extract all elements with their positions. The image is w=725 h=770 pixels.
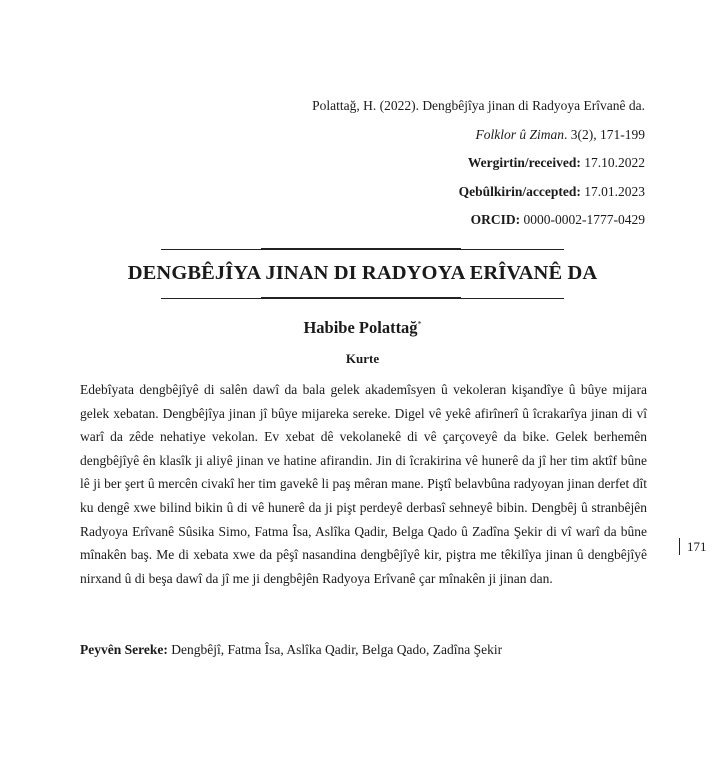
title-rule-top bbox=[161, 249, 564, 250]
abstract-body: Edebîyata dengbêjîyê di salên dawî da bala gelek akademîsyen û vekoleran kişandîye û bûye mijara gelek xebatan. Dengbêjîya jinan jî bûye mijareka sereke. Digel vê yekê afirînerî û îcrakarîya jinan di vî warî da zêde nehatiye vekolan. Ev xebat dê vekolanekê di vê çarçoveyê da bike. Gelek berhemên dengbêjîyê ên klasîk ji aliyê jinan ve hatine afirandin. Jin di îcrakirina vê hunerê da jî her tim aktîf bûne lê ji ber şert û mercên civakî her tim gavekê li paş mêran mane. Piştî belavbûna radyoyan jinan derfet dît ku dengê xwe bilind bikin û di vê hunerê da ji pişt perdeyê derbasî sehneyê bibin. Dengbêj û stranbêjên Radyoya Erîvanê Sûsika Simo, Fatma Îsa, Aslîka Qadir, Belga Qado û Zadîna Şekir di vî warî da bûne mînakên baş. Me di xebata xwe da pêşî nasandina dengbêjîyê kir, piştra me têkilîya jinan û dengbêjîyê nirxand û di beşa dawî da jî me ji dengbêjên Radyoya Erîvanê çar mînakên ji jinan dan. bbox=[80, 382, 647, 586]
journal-volume: . 3(2), 171-199 bbox=[564, 126, 645, 142]
keywords bbox=[80, 638, 680, 662]
page-number: 171 bbox=[679, 538, 707, 555]
citation-line bbox=[312, 92, 645, 121]
title-rule-bottom bbox=[161, 298, 564, 299]
received-date bbox=[312, 149, 645, 178]
author bbox=[0, 318, 725, 338]
author-name: Habibe Polattağ bbox=[303, 318, 418, 337]
abstract-heading: Kurte bbox=[345, 351, 380, 366]
accepted-value: 17.01.2023 bbox=[580, 183, 645, 199]
citation-block bbox=[312, 92, 645, 235]
keywords-value: Dengbêjî, Fatma Îsa, Aslîka Qadir, Belga Qado, Zadîna Şekir bbox=[167, 642, 503, 657]
paper-title: DENGBÊJÎYA JINAN DI RADYOYA ERÎVANÊ DA bbox=[127, 262, 598, 284]
title-rule-bottom-accent bbox=[261, 297, 461, 299]
received-value: 17.10.2022 bbox=[580, 155, 645, 170]
title-rule-top-accent bbox=[261, 248, 461, 250]
orcid-value: 0000-0002-1777-0429 bbox=[520, 212, 645, 227]
journal-name: Folklor û Ziman bbox=[475, 126, 564, 142]
author-footnote-mark[interactable]: * bbox=[417, 319, 422, 329]
citation-text: Polattağ, H. (2022). Dengbêjîya jinan di Radyoya Erîvanê da. bbox=[312, 98, 645, 113]
accepted-label: Qebûlkirin/accepted: bbox=[458, 183, 581, 199]
orcid bbox=[312, 206, 645, 235]
accepted-date bbox=[312, 178, 645, 207]
received-label: Wergirtin/received: bbox=[467, 155, 581, 170]
keywords-label: Peyvên Sereke: bbox=[80, 642, 168, 657]
orcid-label: ORCID: bbox=[470, 212, 521, 227]
journal-line bbox=[312, 121, 645, 150]
